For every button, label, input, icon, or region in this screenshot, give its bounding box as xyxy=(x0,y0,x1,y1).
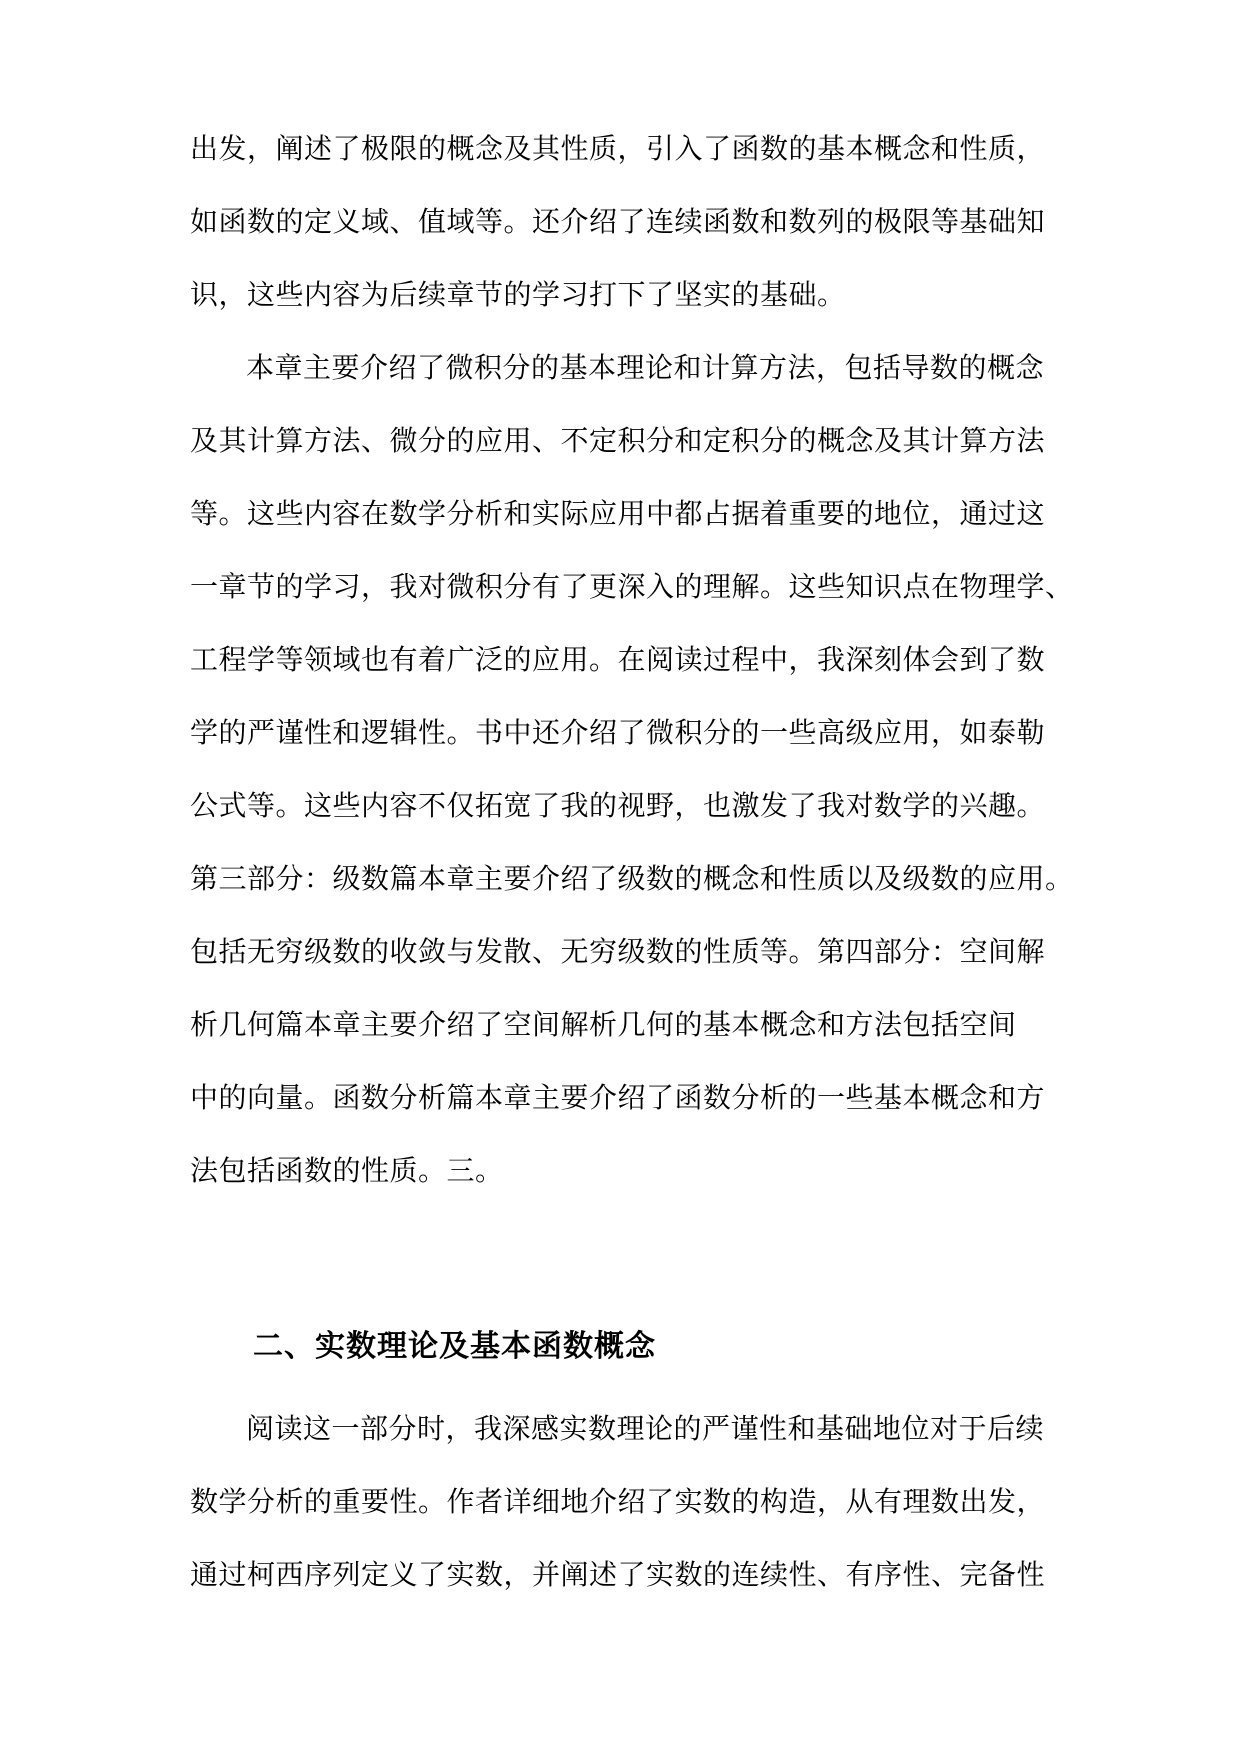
text-line: 及其计算方法、微分的应用、不定积分和定积分的概念及其计算方法 xyxy=(190,424,1046,457)
section-heading: 二、实数理论及基本函数概念 xyxy=(253,1329,656,1364)
paragraph-first-line: 阅读这一部分时，我深感实数理论的严谨性和基础地位对于后续 xyxy=(246,1412,1045,1445)
text-line: 中的向量。函数分析篇本章主要介绍了函数分析的一些基本概念和方 xyxy=(190,1081,1046,1114)
text-line: 学的严谨性和逻辑性。书中还介绍了微积分的一些高级应用，如泰勒 xyxy=(190,716,1046,749)
text-line: 出发，阐述了极限的概念及其性质，引入了函数的基本概念和性质， xyxy=(190,132,1046,165)
text-line: 通过柯西序列定义了实数，并阐述了实数的连续性、有序性、完备性 xyxy=(190,1558,1046,1591)
text-line: 数学分析的重要性。作者详细地介绍了实数的构造，从有理数出发， xyxy=(190,1485,1046,1518)
text-line: 第三部分：级数篇本章主要介绍了级数的概念和性质以及级数的应用。 xyxy=(190,862,1074,895)
text-line: 包括无穷级数的收敛与发散、无穷级数的性质等。第四部分：空间解 xyxy=(190,935,1046,968)
text-line: 法包括函数的性质。三。 xyxy=(190,1154,504,1187)
text-line: 公式等。这些内容不仅拓宽了我的视野，也激发了我对数学的兴趣。 xyxy=(190,789,1046,822)
text-line: 识，这些内容为后续章节的学习打下了坚实的基础。 xyxy=(190,278,846,311)
text-line: 等。这些内容在数学分析和实际应用中都占据着重要的地位，通过这 xyxy=(190,497,1046,530)
text-line: 一章节的学习，我对微积分有了更深入的理解。这些知识点在物理学、 xyxy=(190,570,1074,603)
paragraph-first-line: 本章主要介绍了微积分的基本理论和计算方法，包括导数的概念 xyxy=(246,351,1045,384)
body-text-block-1 xyxy=(190,112,1074,1207)
text-line: 工程学等领域也有着广泛的应用。在阅读过程中，我深刻体会到了数 xyxy=(190,643,1046,676)
body-text-block-2 xyxy=(190,1392,1060,1611)
text-line: 析几何篇本章主要介绍了空间解析几何的基本概念和方法包括空间 xyxy=(190,1008,1017,1041)
text-line: 如函数的定义域、值域等。还介绍了连续函数和数列的极限等基础知 xyxy=(190,205,1046,238)
